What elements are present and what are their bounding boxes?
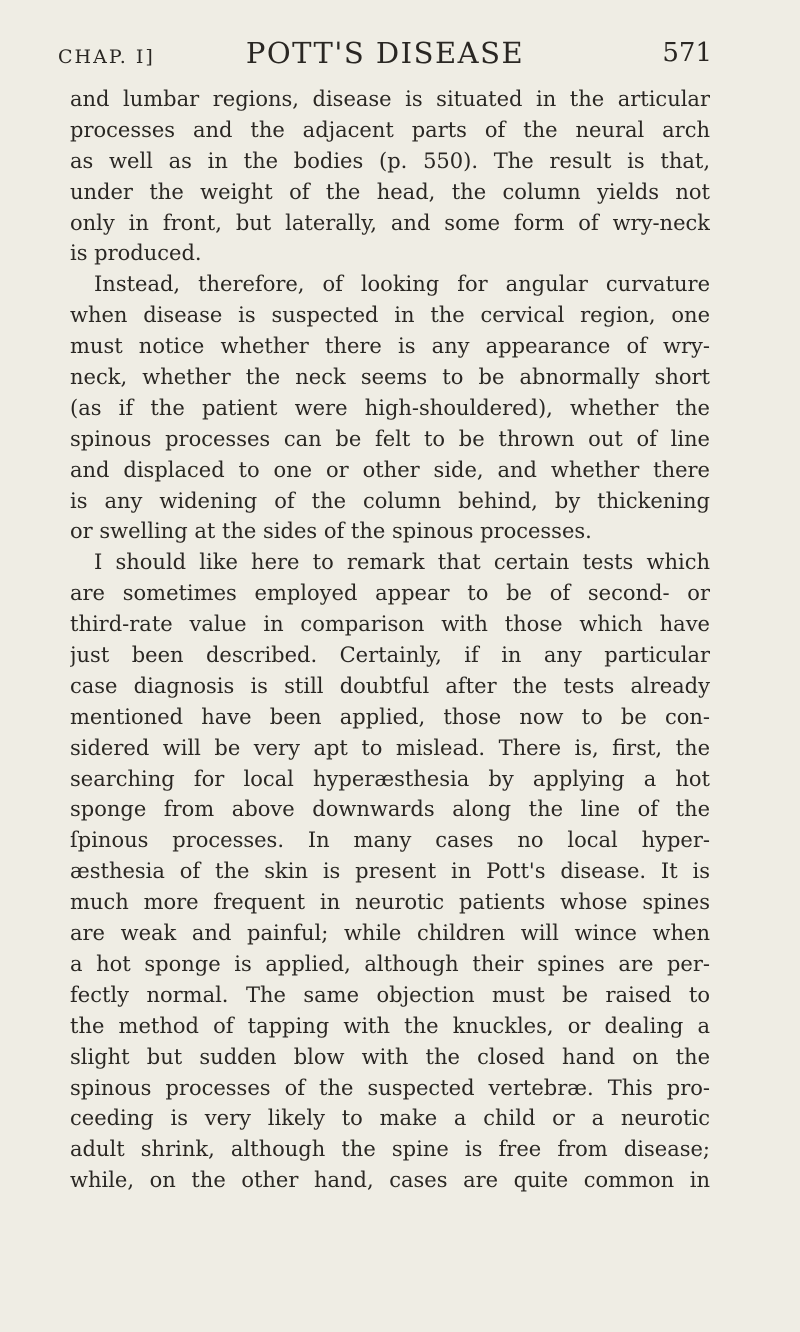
text-line: while, on the other hand, cases are quite common in — [70, 1168, 710, 1193]
text-line: much more frequent in neurotic patients whose spines — [70, 890, 710, 915]
page-number: 571 — [662, 38, 712, 68]
text-line: is any widening of the column behind, by thickening — [70, 488, 710, 513]
text-line: case diagnosis is still doubtful after the tests already — [70, 673, 710, 698]
text-line: and lumbar regions, disease is situated in the articular — [70, 87, 710, 111]
text-line: (as if the patient were high-shouldered), whether the — [70, 395, 710, 420]
body-text — [70, 84, 710, 1196]
text-line: or swelling at the sides of the spinous processes. — [70, 519, 592, 544]
text-line: just been described. Certainly, if in any particular — [70, 643, 710, 668]
text-line: ceeding is very likely to make a child or a neurotic — [70, 1106, 710, 1131]
text-line: Instead, therefore, of looking for angular curvature — [94, 272, 710, 297]
text-line: searching for local hyperæsthesia by applying a hot — [70, 766, 710, 791]
text-line: and displaced to one or other side, and whether there — [70, 457, 710, 482]
text-line: are weak and painful; while children will wince when — [70, 921, 710, 946]
text-line: must notice whether there is any appearance of wry- — [70, 334, 710, 359]
text-line: when disease is suspected in the cervical region, one — [70, 303, 710, 328]
running-head — [58, 36, 712, 76]
text-line: I should like here to remark that certain tests which — [94, 550, 710, 575]
text-line: processes and the adjacent parts of the neural arch — [70, 117, 710, 142]
text-line: spinous processes can be felt to be thrown out of line — [70, 426, 710, 451]
text-line: ſpinous processes. In many cases no local hyper- — [70, 828, 710, 853]
text-line: sponge from above downwards along the line of the — [70, 797, 710, 822]
text-line: a hot sponge is applied, although their spines are per- — [70, 951, 710, 976]
text-line: fectly normal. The same objection must be raised to — [70, 982, 710, 1007]
text-line: third-rate value in comparison with those which have — [70, 612, 710, 637]
text-line: spinous processes of the suspected vertebræ. This pro- — [70, 1075, 710, 1100]
text-line: under the weight of the head, the column yields not — [70, 179, 710, 204]
text-line: mentioned have been applied, those now to be con- — [70, 704, 710, 729]
running-title: POTT'S DISEASE — [245, 36, 525, 70]
text-line: adult shrink, although the spine is free from disease; — [70, 1137, 710, 1162]
text-line: neck, whether the neck seems to be abnormally short — [70, 365, 710, 390]
text-line: slight but sudden blow with the closed hand on the — [70, 1044, 710, 1069]
chapter-label: CHAP. I] — [58, 46, 155, 68]
text-line: are sometimes employed appear to be of second- or — [70, 581, 710, 606]
text-line: sidered will be very apt to mislead. There is, first, the — [70, 735, 710, 760]
text-line: only in front, but laterally, and some form of wry-neck — [70, 210, 710, 235]
text-line: æsthesia of the skin is present in Pott's disease. It is — [70, 859, 710, 884]
text-line: the method of tapping with the knuckles, or dealing a — [70, 1013, 710, 1038]
text-line: is produced. — [70, 241, 202, 266]
text-line: as well as in the bodies (p. 550). The result is that, — [70, 148, 710, 173]
